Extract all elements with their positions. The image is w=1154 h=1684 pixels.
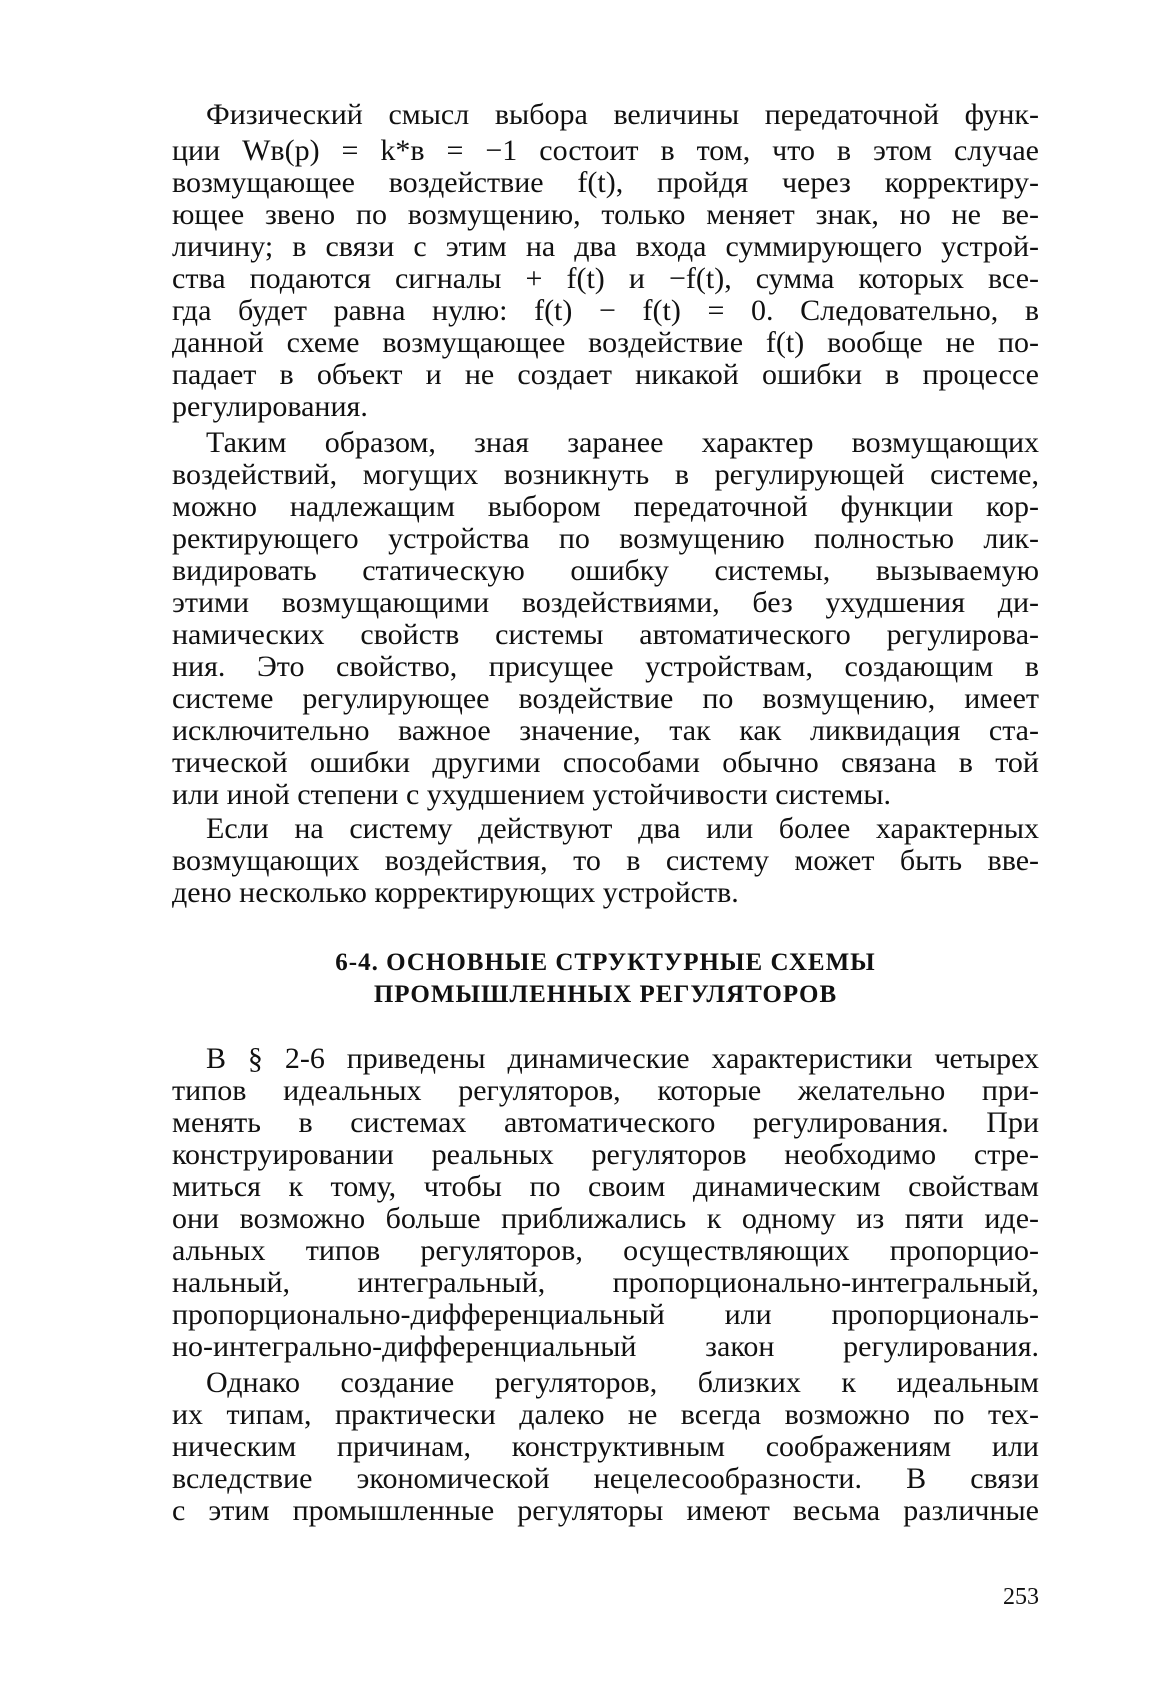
text-line: намических свойств системы автоматического регулирова- — [172, 618, 1039, 651]
text-line: гда будет равна нулю: f(t) − f(t) = 0. Следовательно, в — [172, 294, 1039, 327]
text-line: регулирования. — [172, 390, 368, 423]
text-line: В § 2-6 приведены динамические характеристики четырех — [206, 1042, 1039, 1075]
text-line: личину; в связи с этим на два входа суммирующего устрой- — [172, 230, 1039, 263]
text-line: Если на систему действуют два или более характерных — [206, 812, 1039, 845]
text-line: с этим промышленные регуляторы имеют весьма различные — [172, 1494, 1039, 1527]
text-line: Таким образом, зная заранее характер возмущающих — [206, 426, 1039, 459]
text-line: возмущающее воздействие f(t), пройдя через корректиру- — [172, 166, 1039, 199]
text-line: можно надлежащим выбором передаточной функции кор- — [172, 490, 1039, 523]
section-heading-line-2: ПРОМЫШЛЕННЫХ РЕГУЛЯТОРОВ — [373, 981, 838, 1008]
text-line: воздействий, могущих возникнуть в регулирующей системе, — [172, 458, 1039, 491]
text-line: данной схеме возмущающее воздействие f(t) вообще не по- — [172, 326, 1039, 359]
text-line: возмущающих воздействия, то в систему может быть вве- — [172, 844, 1039, 877]
text-line: дено несколько корректирующих устройств. — [172, 876, 739, 909]
text-line: нальный, интегральный, пропорционально-интегральный, — [172, 1266, 1039, 1299]
text-line: падает в объект и не создает никакой ошибки в процессе — [172, 358, 1039, 391]
text-line: или иной степени с ухудшением устойчивости системы. — [172, 778, 892, 811]
text-line: пропорционально-дифференциальный или пропорциональ- — [172, 1298, 1039, 1331]
text-line: Однако создание регуляторов, близких к идеальным — [206, 1366, 1039, 1399]
text-line: ния. Это свойство, присущее устройствам, создающим в — [172, 650, 1039, 683]
text-line: Физический смысл выбора величины передаточной функ- — [206, 98, 1039, 131]
text-line: системе регулирующее воздействие по возмущению, имеет — [172, 682, 1039, 715]
section-heading-line-1: 6-4. ОСНОВНЫЕ СТРУКТУРНЫЕ СХЕМЫ — [335, 949, 876, 976]
text-line: менять в системах автоматического регулирования. При — [172, 1106, 1039, 1139]
text-line: ства подаются сигналы + f(t) и −f(t), сумма которых все- — [172, 262, 1039, 295]
text-line: видировать статическую ошибку системы, вызываемую — [172, 554, 1039, 587]
text-line: альных типов регуляторов, осуществляющих пропорцио- — [172, 1234, 1039, 1267]
text-line: исключительно важное значение, так как ликвидация ста- — [172, 714, 1039, 747]
text-line: миться к тому, чтобы по своим динамическим свойствам — [172, 1170, 1039, 1203]
text-line: этими возмущающими воздействиями, без ухудшения ди- — [172, 586, 1039, 619]
text-line: типов идеальных регуляторов, которые желательно при- — [172, 1074, 1039, 1107]
text-line: конструировании реальных регуляторов необходимо стре- — [172, 1138, 1039, 1171]
text-line: они возможно больше приближались к одному из пяти иде- — [172, 1202, 1039, 1235]
text-line: ции Wв(p) = k*в = −1 состоит в том, что в этом случае — [172, 134, 1039, 167]
text-line: тической ошибки другими способами обычно связана в той — [172, 746, 1039, 779]
text-line: ректирующего устройства по возмущению полностью лик- — [172, 522, 1039, 555]
text-line: ющее звено по возмущению, только меняет знак, но не ве- — [172, 198, 1039, 231]
text-line: вследствие экономической нецелесообразности. В связи — [172, 1462, 1039, 1495]
text-line: их типам, практически далеко не всегда возможно по тех- — [172, 1398, 1039, 1431]
page-number: 253 — [1003, 1584, 1039, 1610]
text-line: ническим причинам, конструктивным соображениям или — [172, 1430, 1039, 1463]
text-line: но-интегрально-дифференциальный закон регулирования. — [172, 1330, 1039, 1363]
